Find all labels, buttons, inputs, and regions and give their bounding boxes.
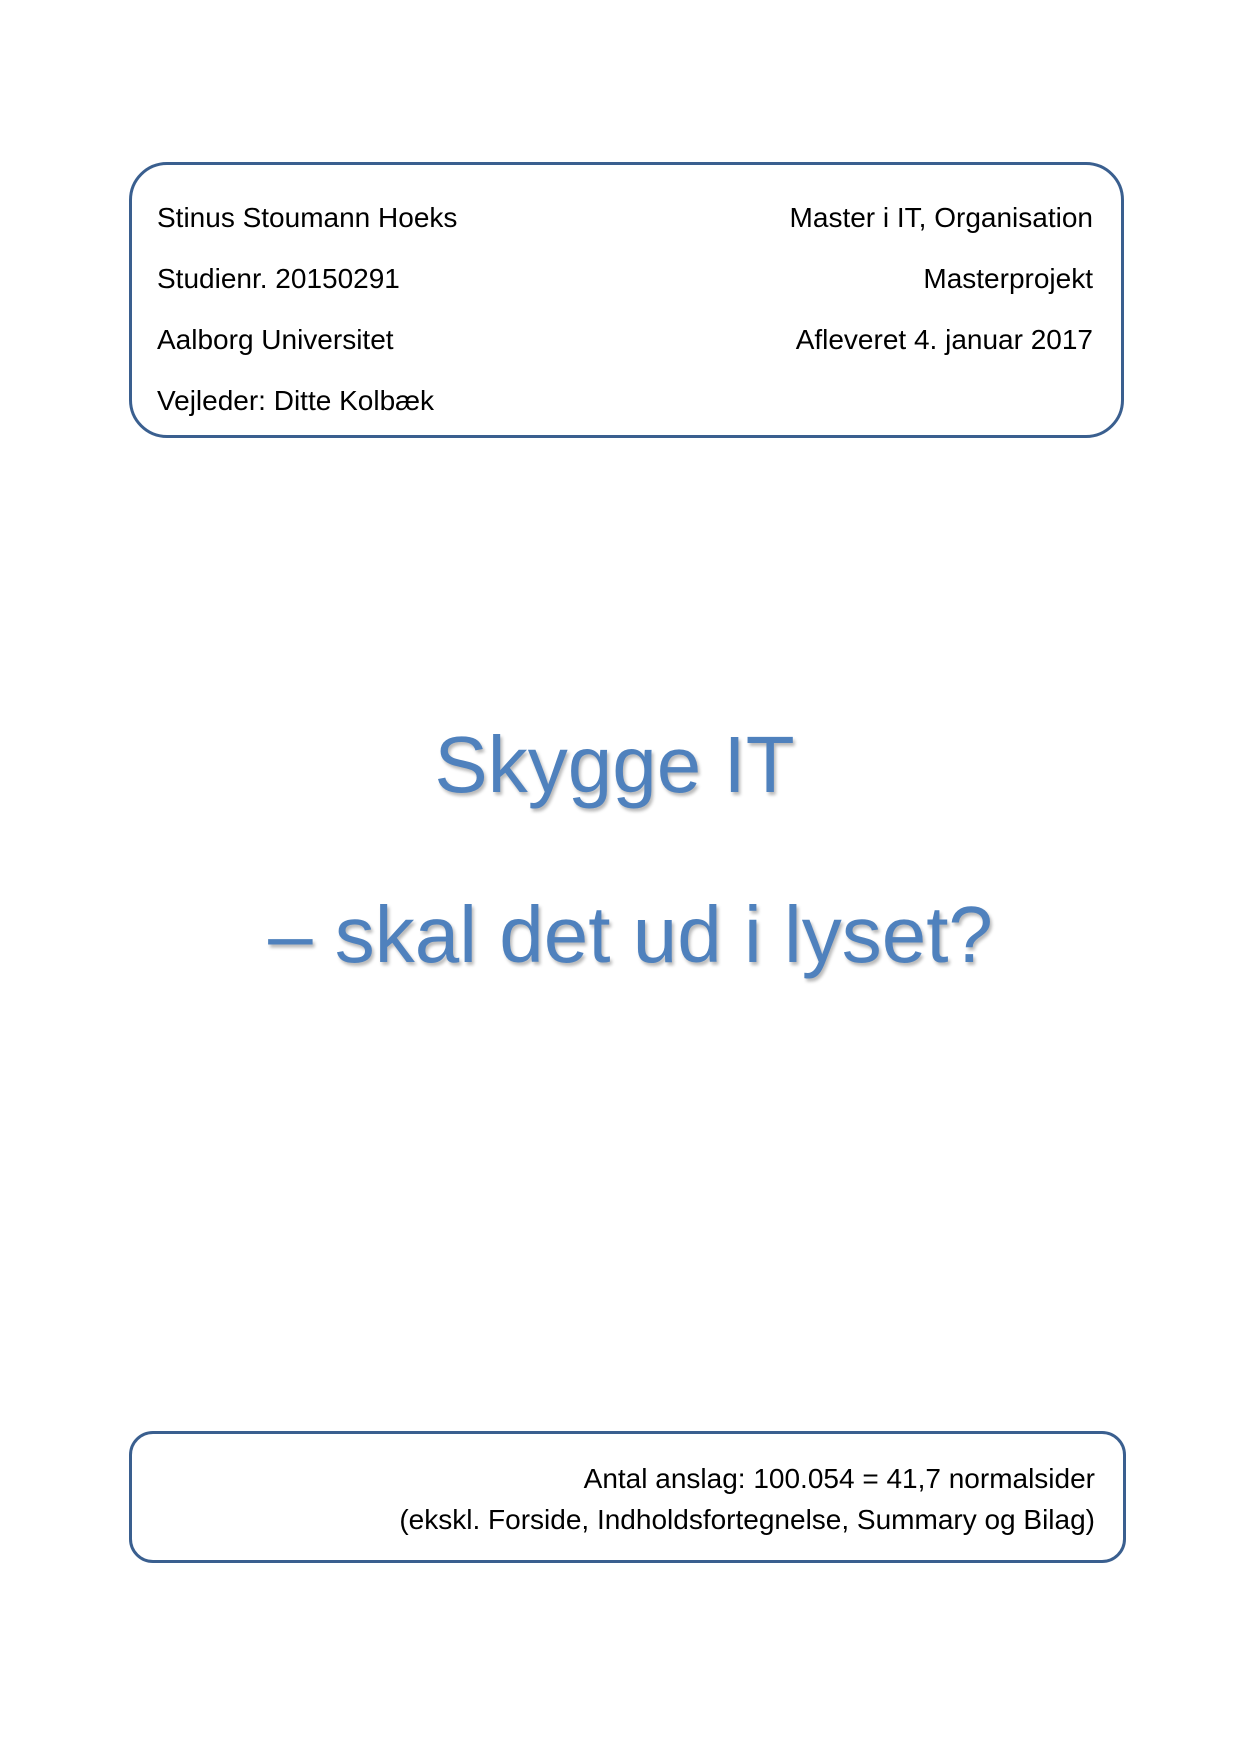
character-count: Antal anslag: 100.054 = 41,7 normalsider (583, 1463, 1095, 1494)
author-info-box (129, 162, 1124, 438)
author-details (157, 187, 457, 431)
project-type: Masterprojekt (923, 263, 1093, 294)
character-count-text (399, 1458, 1095, 1540)
character-count-box (129, 1431, 1126, 1563)
count-exclusions: (ekskl. Forside, Indholdsfortegnelse, Summary og Bilag) (399, 1504, 1095, 1535)
program-name: Master i IT, Organisation (789, 202, 1093, 233)
supervisor: Vejleder: Ditte Kolbæk (157, 385, 435, 416)
university: Aalborg Universitet (157, 324, 394, 355)
author-name: Stinus Stoumann Hoeks (157, 202, 458, 233)
program-details (790, 187, 1093, 370)
submission-date: Afleveret 4. januar 2017 (795, 324, 1093, 355)
title-main: Skygge IT (434, 720, 795, 809)
student-number: Studienr. 20150291 (157, 263, 400, 294)
document-title (0, 680, 1241, 1020)
title-subtitle: – skal det ud i lyset? (268, 890, 993, 979)
